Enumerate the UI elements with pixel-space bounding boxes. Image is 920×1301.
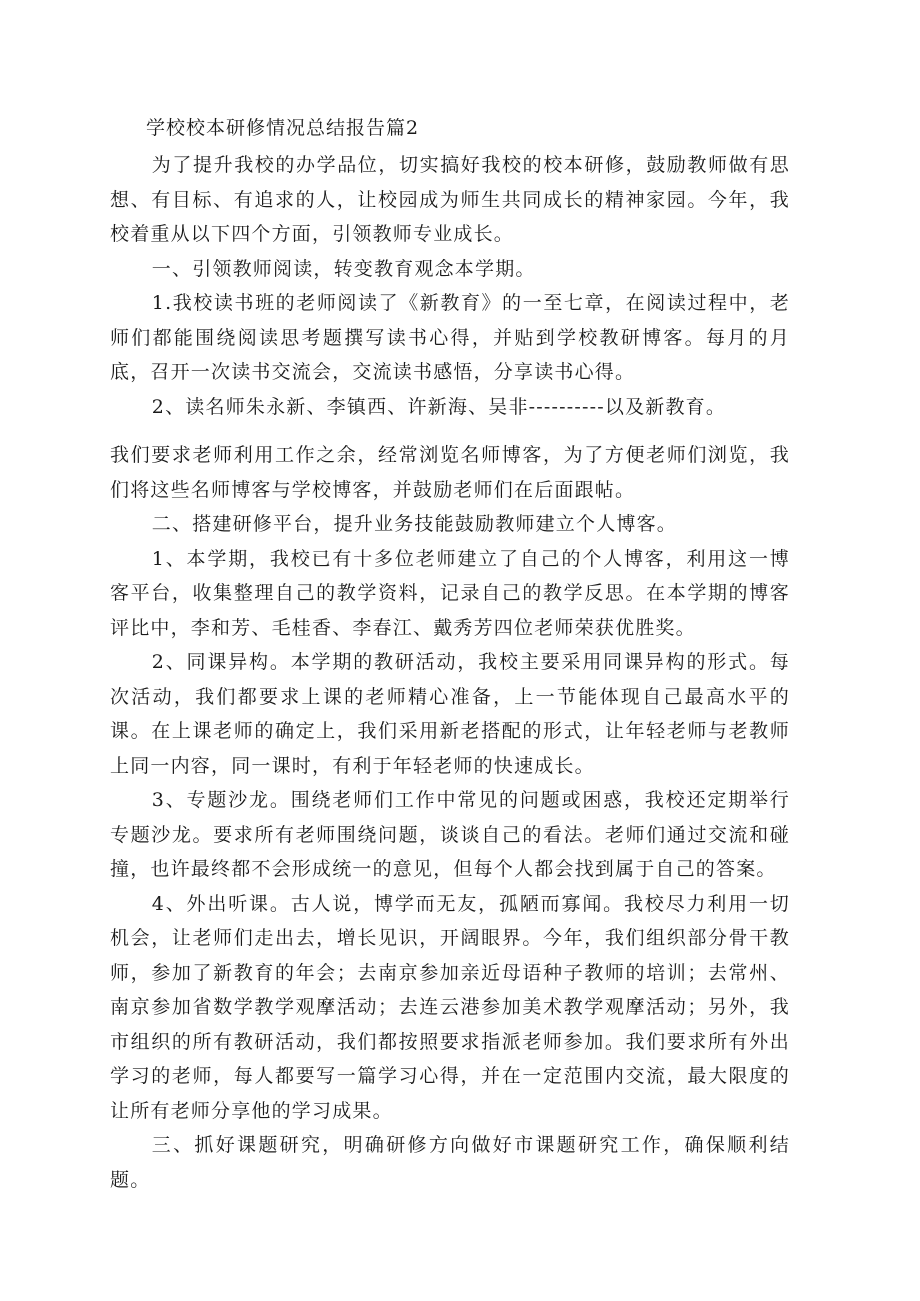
document-page <box>110 108 790 1197</box>
paragraph-section-3-heading: 三、抓好课题研究，明确研修方向做好市课题研究工作，确保顺利结题。 <box>110 1134 790 1191</box>
paragraph-2-1: 1、本学期，我校已有十多位老师建立了自己的个人博客，利用这一博客平台，收集整理自己的教学资料，记录自己的教学反思。在本学期的博客评比中，李和芳、毛桂香、李春江、戴秀芳四位老师荣获优胜奖。 <box>110 547 790 639</box>
paragraph-section-1-heading: 一、引领教师阅读，转变教育观念本学期。 <box>151 257 536 280</box>
paragraph-2-2: 2、同课异构。本学期的教研活动，我校主要采用同课异构的形式。每次活动，我们都要求上课的老师精心准备，上一节能体现自己最高水平的课。在上课老师的确定上，我们采用新老搭配的形式，让年轻老师与老教师上同一内容，同一课时，有利于年轻老师的快速成长。 <box>110 651 790 777</box>
paragraph-1-1: 1.我校读书班的老师阅读了《新教育》的一至七章，在阅读过程中，老师们都能围绕阅读思考题撰写读书心得，并贴到学校教研博客。每月的月底，召开一次读书交流会，交流读书感悟，分享读书心得。 <box>110 292 790 383</box>
paragraph-2-4: 4、外出听课。古人说，博学而无友，孤陋而寡闻。我校尽力利用一切机会，让老师们走出去，增长见识，开阔眼界。今年，我们组织部分骨干教师，参加了新教育的年会；去南京参加亲近母语种子教师的培训；去常州、南京参加省数学教学观摩活动；去连云港参加美术教学观摩活动；另外，我市组织的所有教研活动，我们都按照要求指派老师参加。我们要求所有外出学习的老师，每人都要写一篇学习心得，并在一定范围内交流，最大限度的让所有老师分享他的学习成果。 <box>110 892 790 1122</box>
paragraph-2-3: 3、专题沙龙。围绕老师们工作中常见的问题或困惑，我校还定期举行专题沙龙。要求所有老师围绕问题，谈谈自己的看法。老师们通过交流和碰撞，也许最终都不会形成统一的意见，但每个人都会找到属于自己的答案。 <box>110 789 790 880</box>
document-title: 学校校本研修情况总结报告篇2 <box>146 117 420 139</box>
paragraph-blog-note: 我们要求老师利用工作之余，经常浏览名师博客，为了方便老师们浏览，我们将这些名师博客与学校博客，并鼓励老师们在后面跟帖。 <box>110 444 790 501</box>
paragraph-section-2-heading: 二、搭建研修平台，提升业务技能鼓励教师建立个人博客。 <box>151 513 677 535</box>
paragraph-1-2: 2、读名师朱永新、李镇西、许新海、吴非----------以及新教育。 <box>151 395 727 418</box>
paragraph-intro: 为了提升我校的办学品位，切实搞好我校的校本研修，鼓励教师做有思想、有目标、有追求的人，让校园成为师生共同成长的精神家园。今年，我校着重从以下四个方面，引领教师专业成长。 <box>110 154 790 245</box>
